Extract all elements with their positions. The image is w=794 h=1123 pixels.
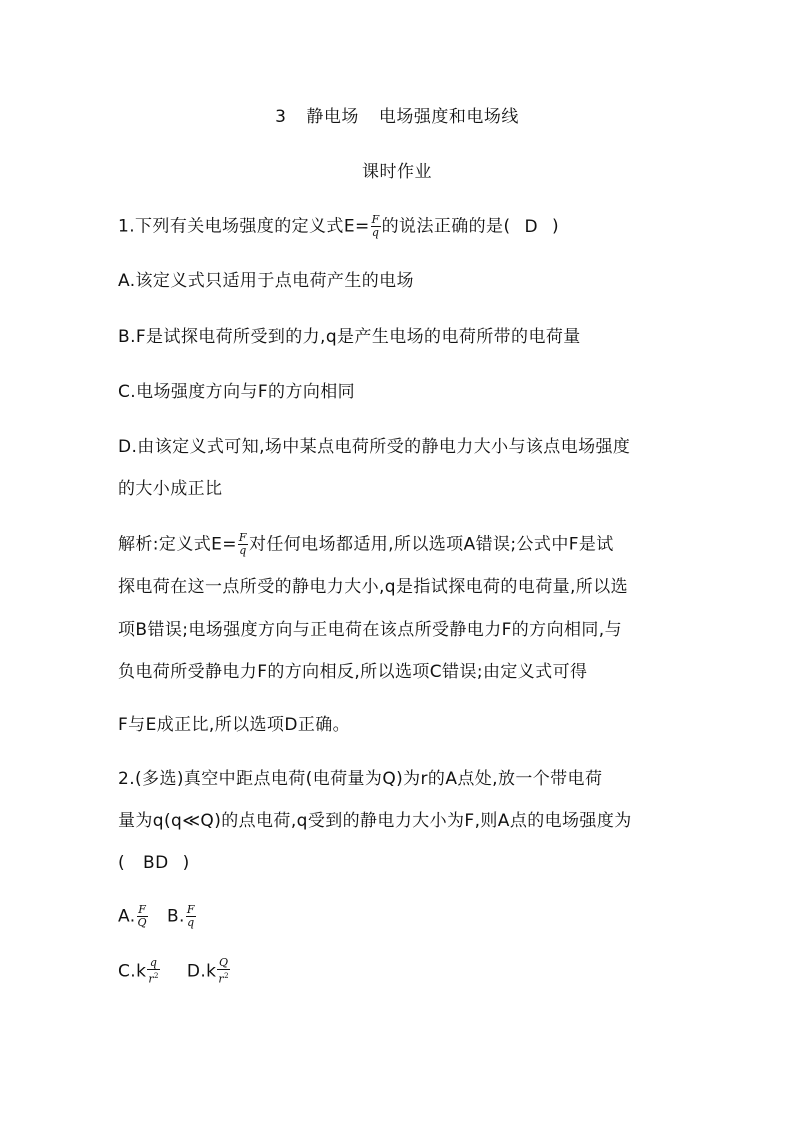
q2-answer-open: ( xyxy=(118,853,126,873)
q1-option-d-cont: 的大小成正比 xyxy=(118,479,223,499)
q2-option-d-fraction xyxy=(217,957,230,986)
q1-analysis-line: F与E成正比,所以选项D正确。 xyxy=(118,715,351,735)
analysis-fraction xyxy=(238,532,248,557)
frac-denominator: q xyxy=(187,916,195,929)
q2-option-d-label: D. xyxy=(186,961,207,982)
q2-option-b-label: B. xyxy=(166,906,185,927)
q1-stem xyxy=(118,214,559,239)
q1-analysis-line: 探电荷在这一点所受的静电力大小,q是指试探电荷的电荷量,所以选 xyxy=(118,577,628,597)
q2-stem-line: 量为q(q≪Q)的点电荷,q受到的静电力大小为F,则A点的电场强度为 xyxy=(118,811,632,831)
page-title xyxy=(0,105,794,129)
q1-answer: D xyxy=(524,216,538,237)
coefficient-k: k xyxy=(136,961,147,982)
q1-option-a: A.该定义式只适用于点电荷产生的电场 xyxy=(118,271,414,291)
q2-option-a-label: A. xyxy=(118,906,136,927)
q1-option-b: B.F是试探电荷所受到的力,q是产生电场的电荷所带的电荷量 xyxy=(118,327,581,347)
frac-denominator: Q xyxy=(137,916,147,929)
title-number: 3 xyxy=(275,107,287,127)
frac-numerator: F xyxy=(238,531,247,544)
q1-analysis-line: 项B错误;电场强度方向与正电荷在该点所受静电力F的方向相同,与 xyxy=(118,620,622,640)
q2-answer-close: ) xyxy=(182,853,190,873)
analysis-after: 对任何电场都适用,所以选项A错误;公式中F是试 xyxy=(248,534,614,555)
frac-numerator: F xyxy=(371,213,380,226)
coefficient-k: k xyxy=(206,961,217,982)
title-part1: 静电场 xyxy=(306,107,359,127)
q2-answer: BD xyxy=(143,853,169,873)
q1-stem-before: 1.下列有关电场强度的定义式E= xyxy=(118,216,370,237)
denominator-exponent: 2 xyxy=(154,972,159,980)
q2-options-ab xyxy=(118,904,197,929)
frac-numerator: F xyxy=(186,903,195,916)
denominator-base: r xyxy=(218,972,225,986)
frac-denominator xyxy=(147,969,160,986)
frac-numerator: F xyxy=(138,903,147,916)
q1-analysis-line: 负电荷所受静电力F的方向相反,所以选项C错误;由定义式可得 xyxy=(118,662,588,682)
frac-denominator xyxy=(217,969,230,986)
denominator-exponent: 2 xyxy=(224,972,229,980)
q1-close: ) xyxy=(552,216,560,237)
q1-analysis-first xyxy=(118,532,614,557)
q1-stem-fraction xyxy=(371,214,381,239)
frac-numerator: Q xyxy=(218,956,229,969)
page-subtitle: 课时作业 xyxy=(362,162,432,182)
q2-option-a-fraction xyxy=(137,904,148,929)
title-part2: 电场强度和电场线 xyxy=(378,107,519,127)
q1-stem-after: 的说法正确的是( xyxy=(381,216,511,237)
denominator-base: r xyxy=(148,972,154,986)
q2-option-c-label: C. xyxy=(118,961,137,982)
q2-option-b-fraction xyxy=(186,904,196,929)
q2-option-c-fraction xyxy=(147,957,160,986)
frac-numerator: q xyxy=(149,956,158,969)
q2-stem-line: 2.(多选)真空中距点电荷(电荷量为Q)为r的A点处,放一个带电荷 xyxy=(118,769,603,789)
analysis-before: 解析:定义式E= xyxy=(118,534,237,555)
q2-answer-line xyxy=(118,851,190,875)
q1-option-d: D.由该定义式可知,场中某点电荷所受的静电力大小与该点电场强度 xyxy=(118,437,631,457)
frac-denominator: q xyxy=(239,544,247,557)
q2-options-cd xyxy=(118,957,231,986)
frac-denominator: q xyxy=(371,226,380,239)
q1-option-c: C.电场强度方向与F的方向相同 xyxy=(118,382,356,402)
